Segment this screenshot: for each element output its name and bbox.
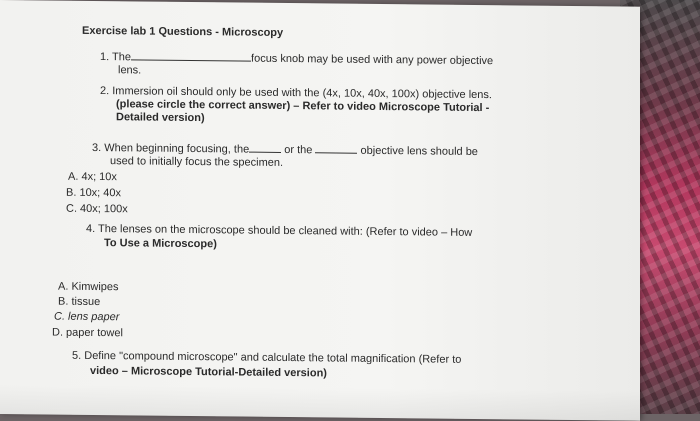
q4-text: The lenses on the microscope should be cleaned with: (Refer to video – How xyxy=(98,223,473,239)
q4-number: 4. xyxy=(86,222,96,235)
q4-option-c[interactable]: C. lens paper xyxy=(54,310,120,324)
q5-text: Define "compound microscope" and calculate the total magnification (Refer to xyxy=(84,349,462,366)
q5-number: 5. xyxy=(72,349,82,362)
q1-post: focus knob may be used with any power objective xyxy=(251,52,494,68)
q3-mid: or the xyxy=(284,143,313,157)
q2-line3: Detailed version) xyxy=(116,111,205,125)
q2-text: Immersion oil should only be used with the (4x, 10x, 40x, 100x) objective lens. xyxy=(112,85,492,102)
worksheet-title: Exercise lab 1 Questions - Microscopy xyxy=(82,24,284,39)
q3-number: 3. xyxy=(92,141,102,155)
q1-line1 xyxy=(100,50,493,68)
q3-line2: used to initially focus the specimen. xyxy=(110,155,284,169)
q3-blank-2[interactable] xyxy=(315,143,357,153)
q3-post: objective lens should be xyxy=(360,144,478,159)
q1-number: 1. xyxy=(100,51,110,64)
q3-blank-1[interactable] xyxy=(249,143,281,153)
q1-line2: lens. xyxy=(118,64,142,77)
q3-option-b[interactable]: B. 10x; 40x xyxy=(66,186,122,200)
q4-option-b[interactable]: B. tissue xyxy=(58,295,101,309)
q4-option-a[interactable]: A. Kimwipes xyxy=(58,280,119,294)
q2-number: 2. xyxy=(100,85,110,98)
q1-blank[interactable] xyxy=(131,50,251,61)
q5-line2: video – Microscope Tutorial-Detailed version) xyxy=(90,364,327,380)
q4-line2: To Use a Microscope) xyxy=(104,237,217,251)
q1-pre: The xyxy=(112,51,132,64)
q3-pre: When beginning focusing, the xyxy=(104,142,250,156)
q2-line2: (please circle the correct answer) – Refer to video Microscope Tutorial - xyxy=(116,98,490,115)
q3-option-a[interactable]: A. 4x; 10x xyxy=(68,170,117,184)
q4-option-d[interactable]: D. paper towel xyxy=(52,326,123,340)
paper-shadow xyxy=(0,384,640,421)
q3-option-c[interactable]: C. 40x; 100x xyxy=(66,202,128,216)
q5-line1 xyxy=(72,350,461,367)
